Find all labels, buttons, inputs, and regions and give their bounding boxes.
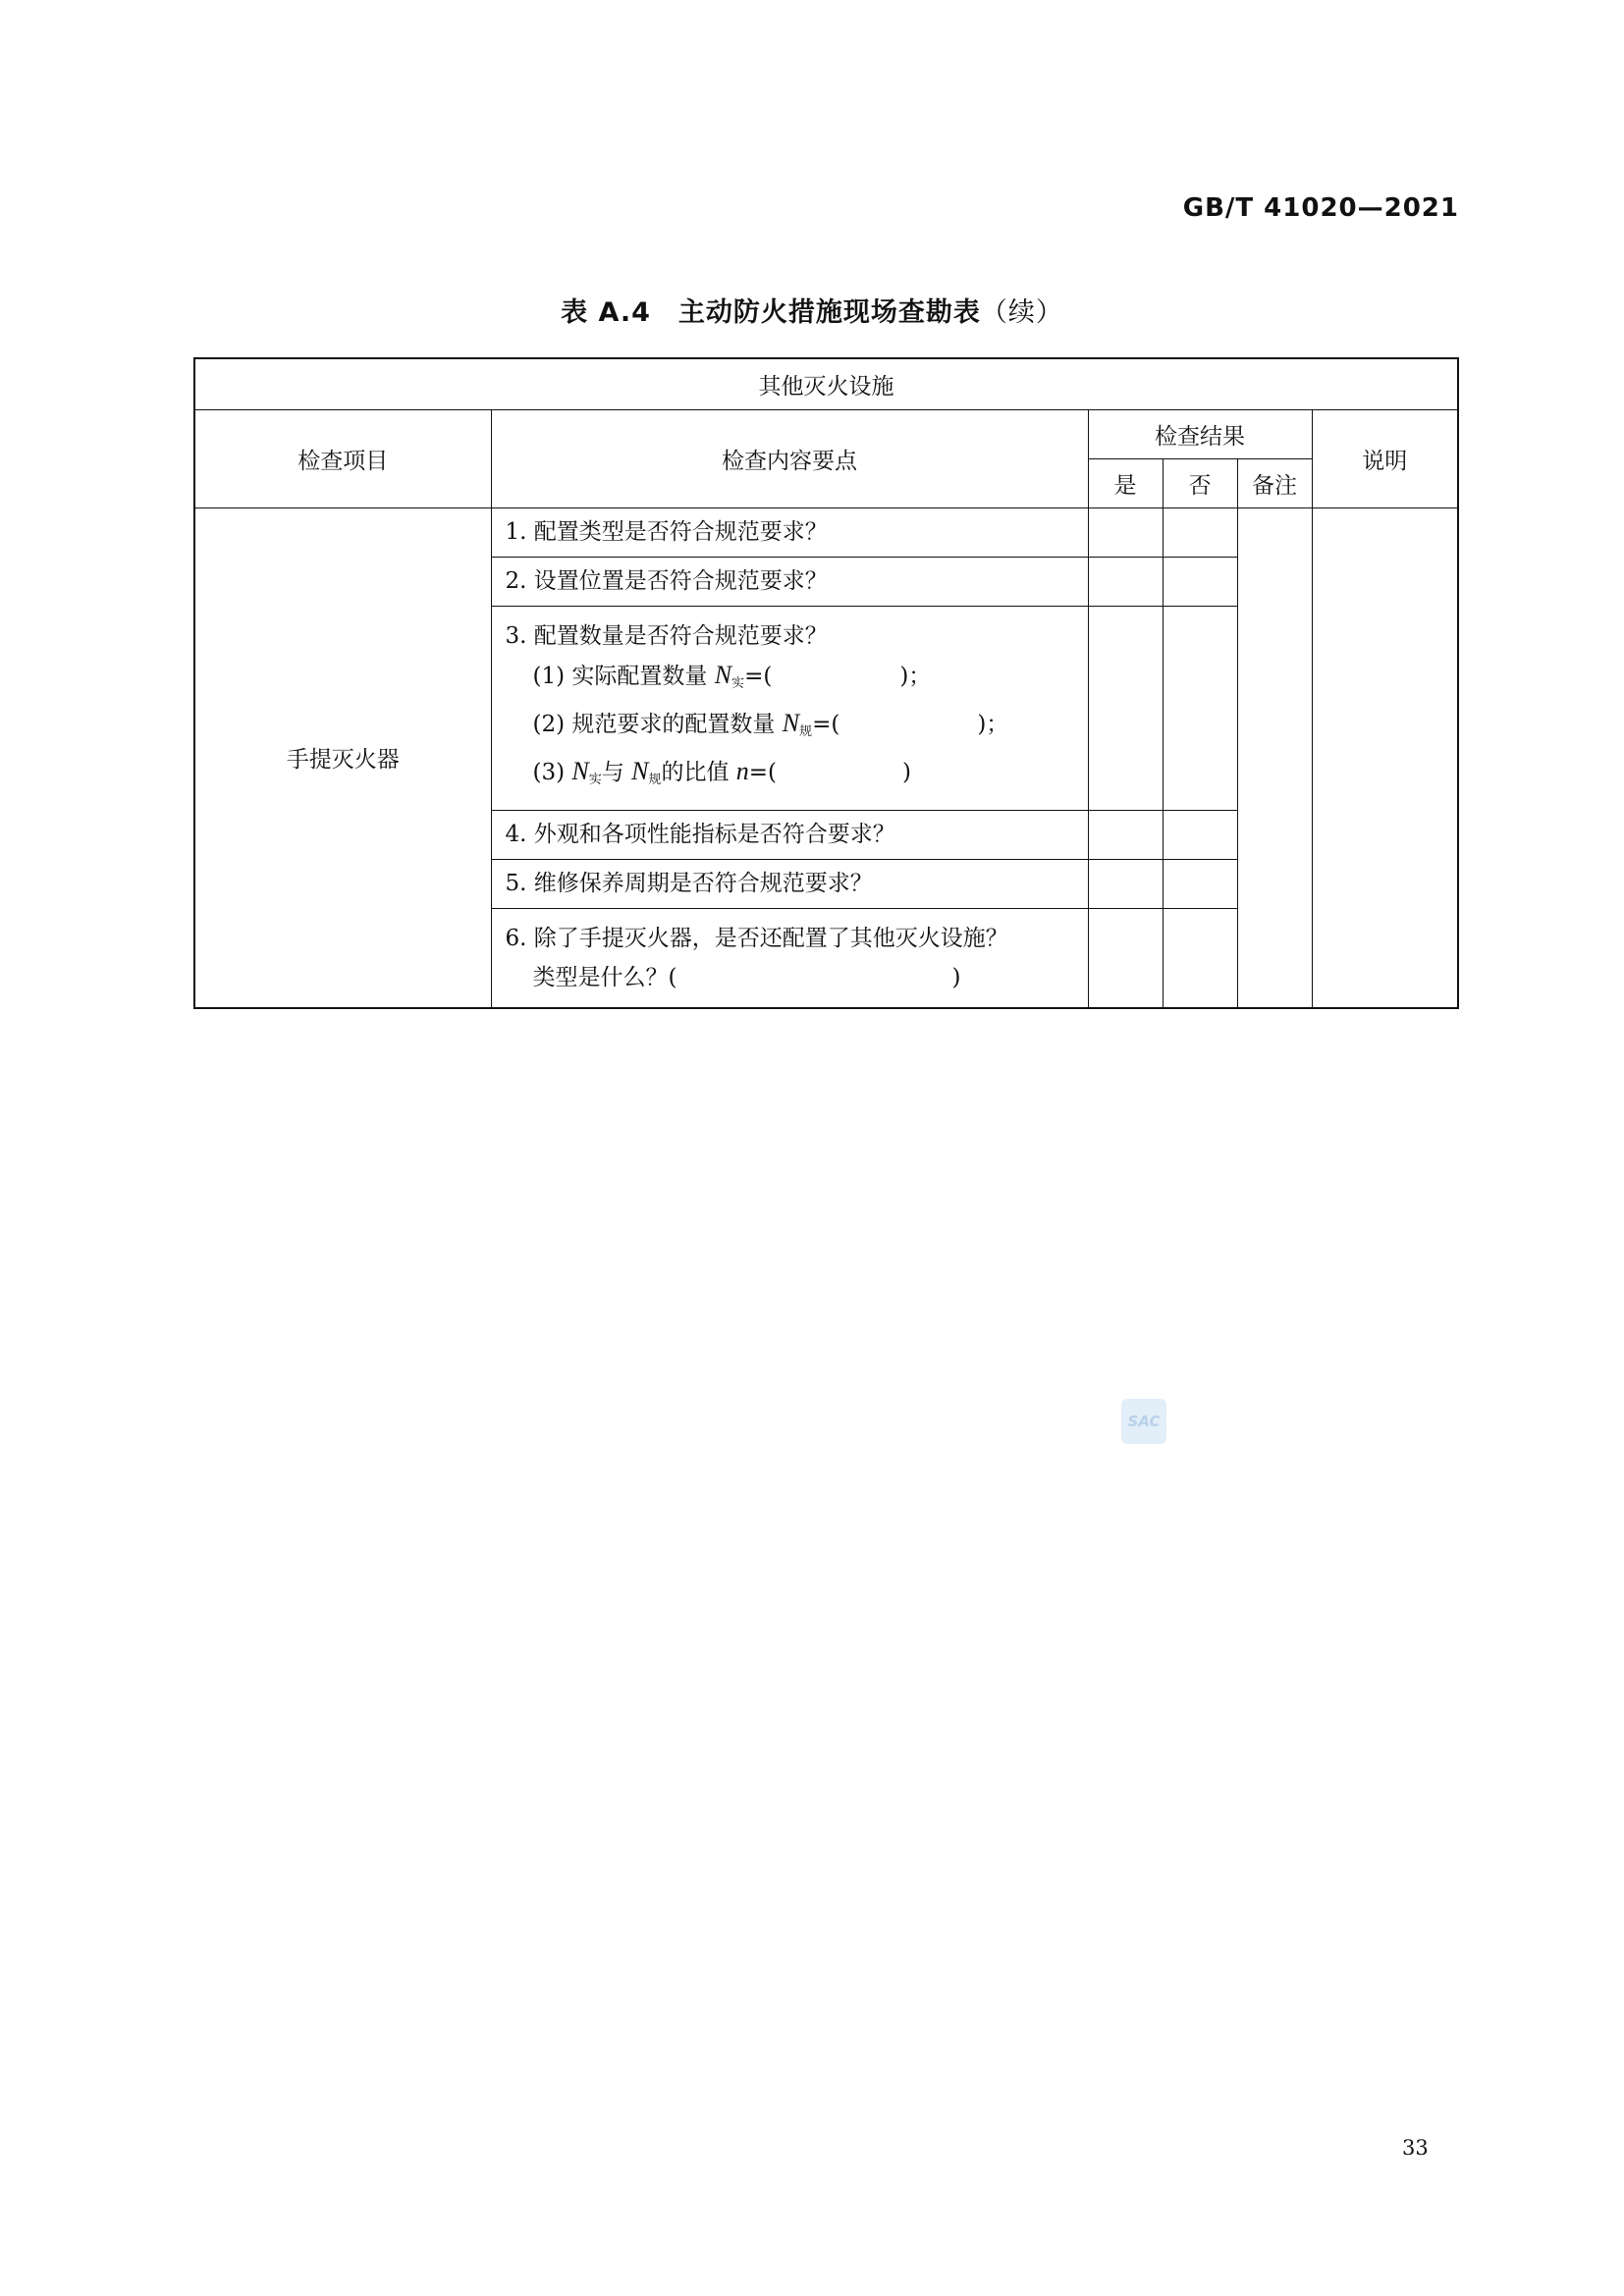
no-cell-1[interactable] [1163, 507, 1237, 557]
row3-sub2: (2) 规范要求的配置数量 $N_规=$( )； [532, 708, 1009, 739]
page-number: 33 [1402, 2136, 1429, 2160]
no-cell-5[interactable] [1163, 859, 1237, 908]
table-continued: （续） [980, 297, 1063, 328]
yes-cell-5[interactable] [1088, 859, 1163, 908]
header-no: 否 [1163, 458, 1237, 507]
section-header: 其他灭火设施 [194, 358, 1458, 409]
remark-cell[interactable] [1237, 507, 1312, 1008]
check-row-4: 4. 外观和各项性能指标是否符合要求？ [491, 810, 1088, 859]
header-content: 检查内容要点 [491, 409, 1088, 507]
header-yes: 是 [1088, 458, 1163, 507]
row3-sub1: (1) 实际配置数量 $N_实=$( )； [532, 660, 932, 691]
check-row-3 [491, 606, 1088, 810]
row6-question: 6. 除了手提灭火器，是否还配置了其他灭火设施？ [505, 925, 1008, 951]
yes-cell-6[interactable] [1088, 908, 1163, 1008]
no-cell-2[interactable] [1163, 557, 1237, 606]
item-name-cell: 手提灭火器 [194, 507, 491, 1008]
check-row-2: 2. 设置位置是否符合规范要求？ [491, 557, 1088, 606]
check-row-6 [491, 908, 1088, 1008]
header-remark: 备注 [1237, 458, 1312, 507]
yes-cell-2[interactable] [1088, 557, 1163, 606]
check-row-5: 5. 维修保养周期是否符合规范要求？ [491, 859, 1088, 908]
inspection-table [193, 357, 1459, 1009]
row3-sub3: (3) $N_实$与 $N_规$的比值 n=( ) [532, 756, 911, 787]
note-cell[interactable] [1312, 507, 1458, 1008]
header-result: 检查结果 [1088, 409, 1312, 458]
no-cell-6[interactable] [1163, 908, 1237, 1008]
yes-cell-4[interactable] [1088, 810, 1163, 859]
table-name: 主动防火措施现场查勘表 [677, 297, 981, 328]
no-cell-4[interactable] [1163, 810, 1237, 859]
table-title [0, 291, 1624, 329]
row6-type: 类型是什么？( ) [532, 964, 961, 990]
table-number: 表 A.4 [561, 297, 651, 328]
sac-watermark-logo: SAC [1121, 1399, 1166, 1444]
header-item: 检查项目 [194, 409, 491, 507]
yes-cell-1[interactable] [1088, 507, 1163, 557]
check-row-1: 1. 配置类型是否符合规范要求？ [491, 507, 1088, 557]
header-note: 说明 [1312, 409, 1458, 507]
row3-question: 3. 配置数量是否符合规范要求？ [505, 622, 828, 649]
yes-cell-3[interactable] [1088, 606, 1163, 810]
document-code: GB/T 41020—2021 [1182, 193, 1459, 223]
no-cell-3[interactable] [1163, 606, 1237, 810]
